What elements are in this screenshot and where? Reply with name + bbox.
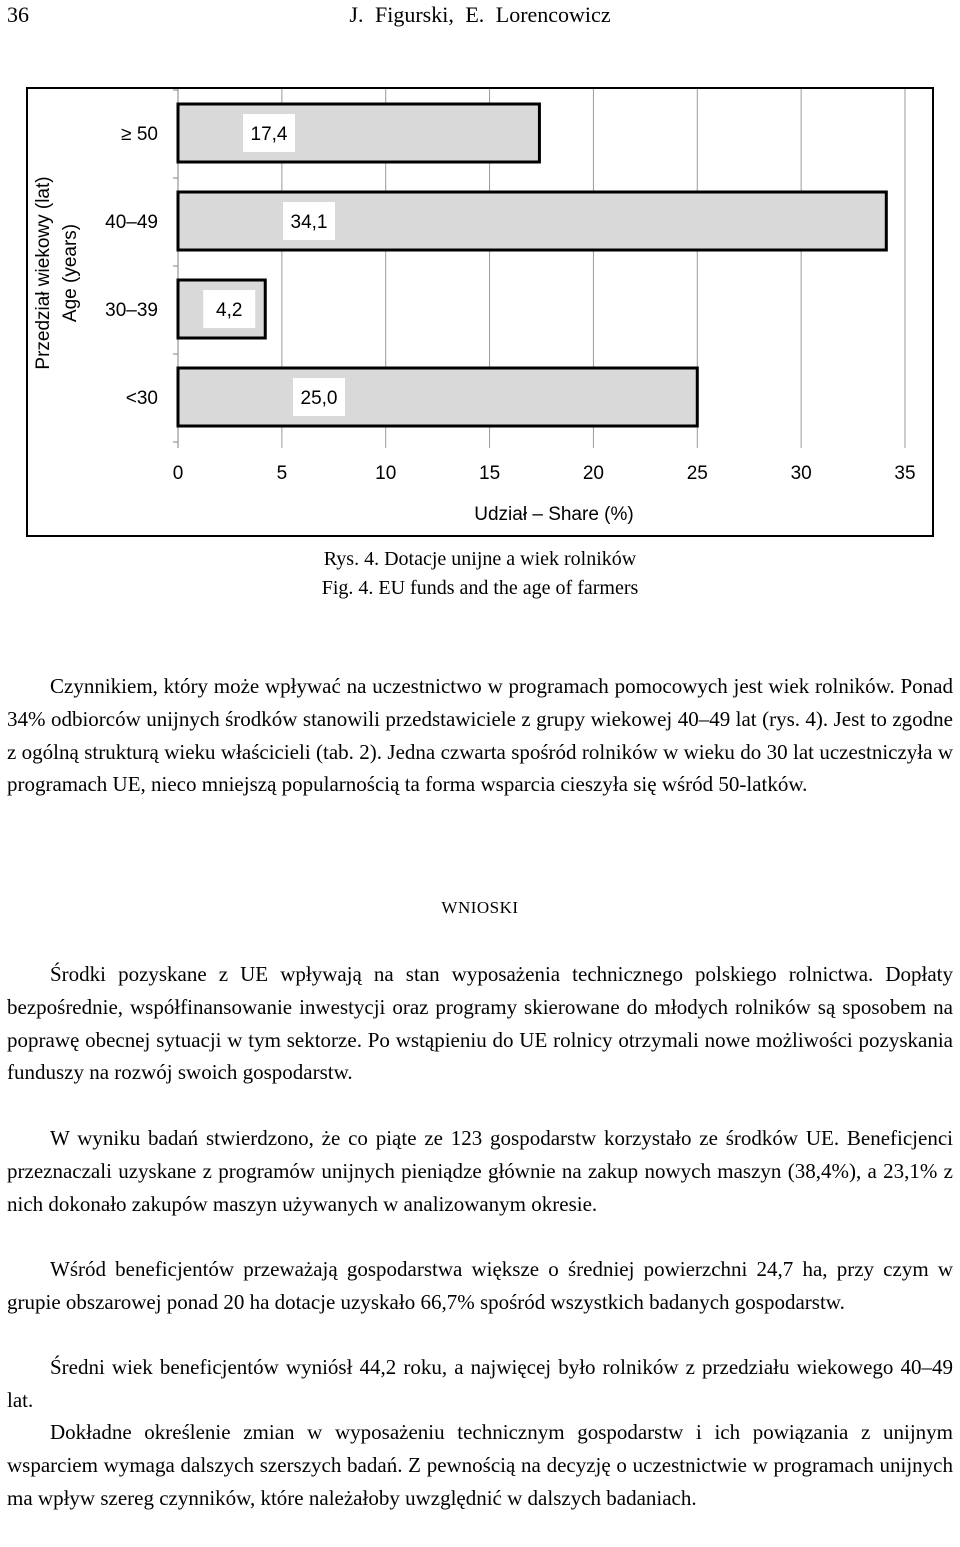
bar-chart (28, 89, 932, 535)
body-paragraph-2: Środki pozyskane z UE wpływają na stan wyposażenia technicznego polskiego rolnictwa. Dopłaty bezpośrednie, współfinansowanie inwestycji oraz programy skierowane do młodych rolników są sposobem na poprawę obecnej sytuacji w tym sektorze. Po wstąpieniu do UE rolnicy otrzymali nowe możliwości pozyskania funduszy na rozwój swoich gospodarstw. (7, 962, 953, 1085)
chart-labels (33, 114, 916, 525)
x-tick-label: 25 (686, 463, 708, 484)
figure-caption-pl: Rys. 4. Dotacje unijne a wiek rolników (323, 548, 637, 570)
value-label: 25,0 (300, 388, 338, 409)
category-label: ≥ 50 (121, 124, 158, 145)
x-tick-label: 30 (790, 463, 812, 484)
figure-caption-en: Fig. 4. EU funds and the age of farmers (321, 577, 639, 599)
x-tick-label: 20 (582, 463, 604, 484)
x-tick-label: 10 (375, 463, 397, 484)
category-label: 30–39 (105, 300, 158, 321)
body-paragraph-6: Dokładne określenie zmian w wyposażeniu technicznym gospodarstw i ich powiązania z unijnym wsparciem wymaga dalszych szerszych badań. Z pewnością na decyzję o uczestnictwie w programach unijnych ma wpływ szereg czynników, które należałoby uwzględnić w dalszych badaniach. (7, 1420, 953, 1510)
running-head-authors: J. Figurski, E. Lorencowicz (349, 2, 611, 27)
x-tick-label: 15 (479, 463, 501, 484)
body-paragraph-3: W wyniku badań stwierdzono, że co piąte ze 123 gospodarstw korzystało ze środków UE. Beneficjenci przeznaczali uzyskane z programów unijnych pieniądze głównie na zakup nowych maszyn (38,4%), a 23,1% z nich dokonało zakupów maszyn używanych w analizowanym okresie. (7, 1126, 953, 1216)
x-axis-title: Udział – Share (%) (474, 504, 634, 525)
bar-1 (178, 104, 539, 162)
body-paragraph-5: Średni wiek beneficjentów wyniósł 44,2 roku, a najwięcej było rolników z przedziału wiekowego 40–49 lat. (7, 1355, 953, 1412)
bar-4 (178, 368, 697, 426)
section-title-wnioski: WNIOSKI (441, 898, 519, 917)
y-axis-title-line2: Age (years) (60, 223, 81, 323)
figure-4-chart (26, 87, 934, 537)
body-paragraph-1: Czynnikiem, który może wpływać na uczestnictwo w programach pomocowych jest wiek rolników. Ponad 34% odbiorców unijnych środków stanowili przedstawiciele z grupy wiekowej 40–49 lat (rys. 4). Jest to zgodne z ogólną strukturą wieku właścicieli (tab. 2). Jedna czwarta spośród rolników w wieku do 30 lat uczestniczyła w programach UE, nieco mniejszą popularnością ta forma wsparcia cieszyła się wśród 50-latków. (7, 674, 953, 797)
chart-bars (178, 104, 886, 426)
page-number: 36 (7, 2, 29, 27)
value-label: 17,4 (250, 124, 288, 145)
x-tick-label: 0 (172, 463, 184, 484)
x-tick-label: 5 (276, 463, 288, 484)
y-axis-title-line1: Przedział wiekowy (lat) (33, 176, 54, 370)
running-header (0, 0, 960, 30)
x-tick-label: 35 (894, 463, 916, 484)
body-paragraph-4: Wśród beneficjentów przeważają gospodarstwa większe o średniej powierzchni 24,7 ha, przy czym w grupie obszarowej ponad 20 ha dotacje uzyskało 66,7% spośród wszystkich badanych gospodarstw. (7, 1257, 953, 1314)
value-label: 4,2 (216, 300, 243, 321)
category-label: <30 (125, 388, 158, 409)
category-label: 40–49 (105, 212, 158, 233)
value-label: 34,1 (290, 212, 328, 233)
